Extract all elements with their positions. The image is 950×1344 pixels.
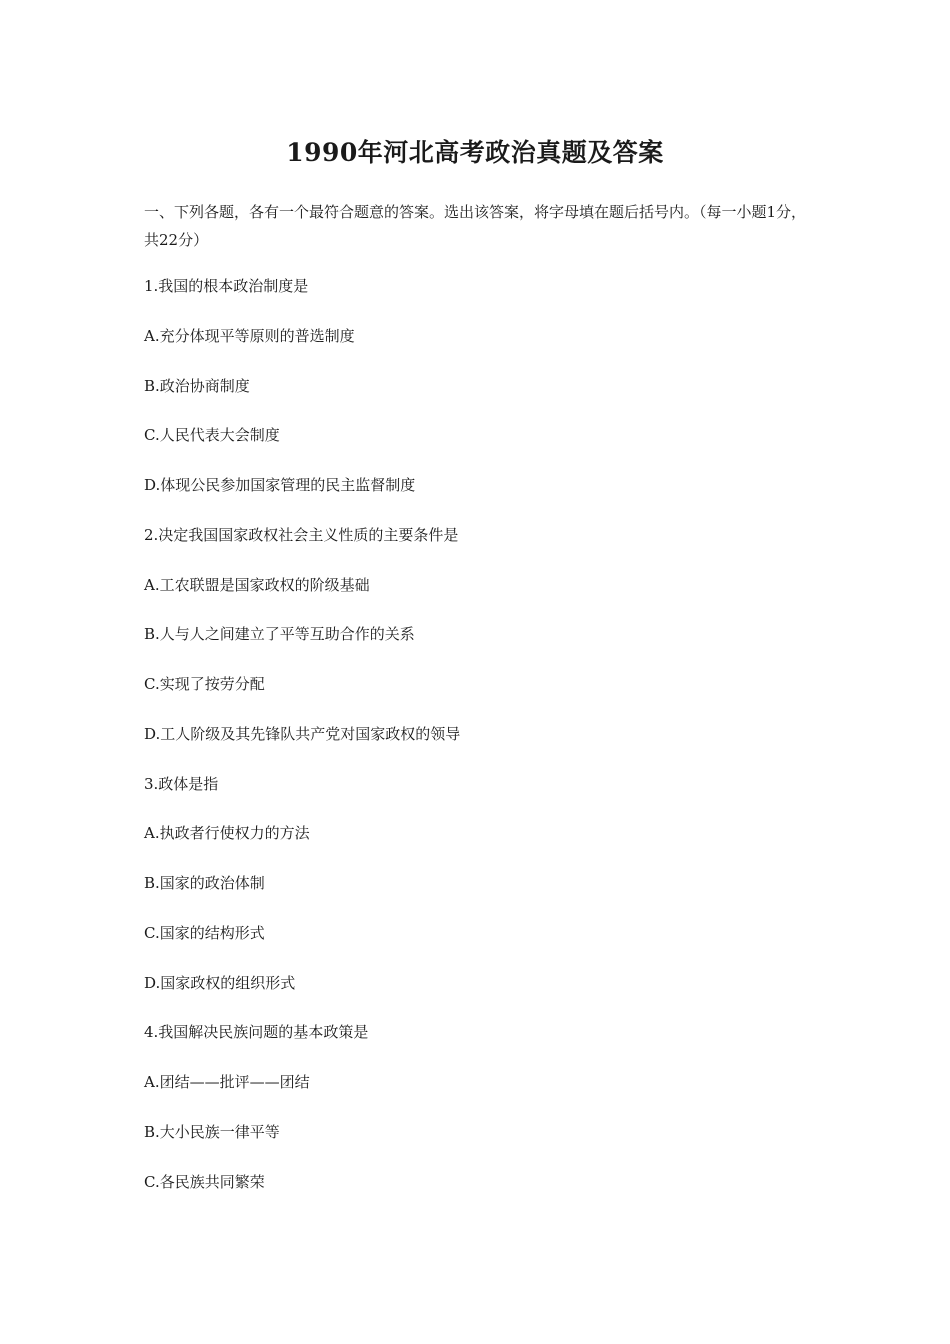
question-3: 3.政体是指 [144, 775, 219, 793]
option-3b: B.国家的政治体制 [144, 874, 265, 892]
option-4c: C.各民族共同繁荣 [144, 1173, 265, 1191]
option-2b: B.人与人之间建立了平等互助合作的关系 [144, 625, 415, 643]
question-1: 1.我国的根本政治制度是 [144, 277, 309, 295]
option-4a: A.团结——批评——团结 [144, 1073, 310, 1091]
option-3a: A.执政者行使权力的方法 [144, 824, 310, 842]
option-1a: A.充分体现平等原则的普选制度 [144, 327, 355, 345]
option-1c: C.人民代表大会制度 [144, 426, 280, 444]
option-2a: A.工农联盟是国家政权的阶级基础 [144, 576, 370, 594]
question-4: 4.我国解决民族问题的基本政策是 [144, 1023, 369, 1041]
option-4b: B.大小民族一律平等 [144, 1123, 280, 1141]
section-instruction: 一、下列各题，各有一个最符合题意的答案。选出该答案，将字母填在题后括号内。（每一小题1分，共22分） [144, 203, 807, 249]
option-1b: B.政治协商制度 [144, 377, 250, 395]
question-2: 2.决定我国国家政权社会主义性质的主要条件是 [144, 526, 459, 544]
option-3c: C.国家的结构形式 [144, 924, 265, 942]
document-title: 1990年河北高考政治真题及答案 [286, 138, 664, 167]
option-2d: D.工人阶级及其先锋队共产党对国家政权的领导 [144, 725, 461, 743]
option-3d: D.国家政权的组织形式 [144, 974, 296, 992]
option-2c: C.实现了按劳分配 [144, 675, 265, 693]
option-1d: D.体现公民参加国家管理的民主监督制度 [144, 476, 416, 494]
